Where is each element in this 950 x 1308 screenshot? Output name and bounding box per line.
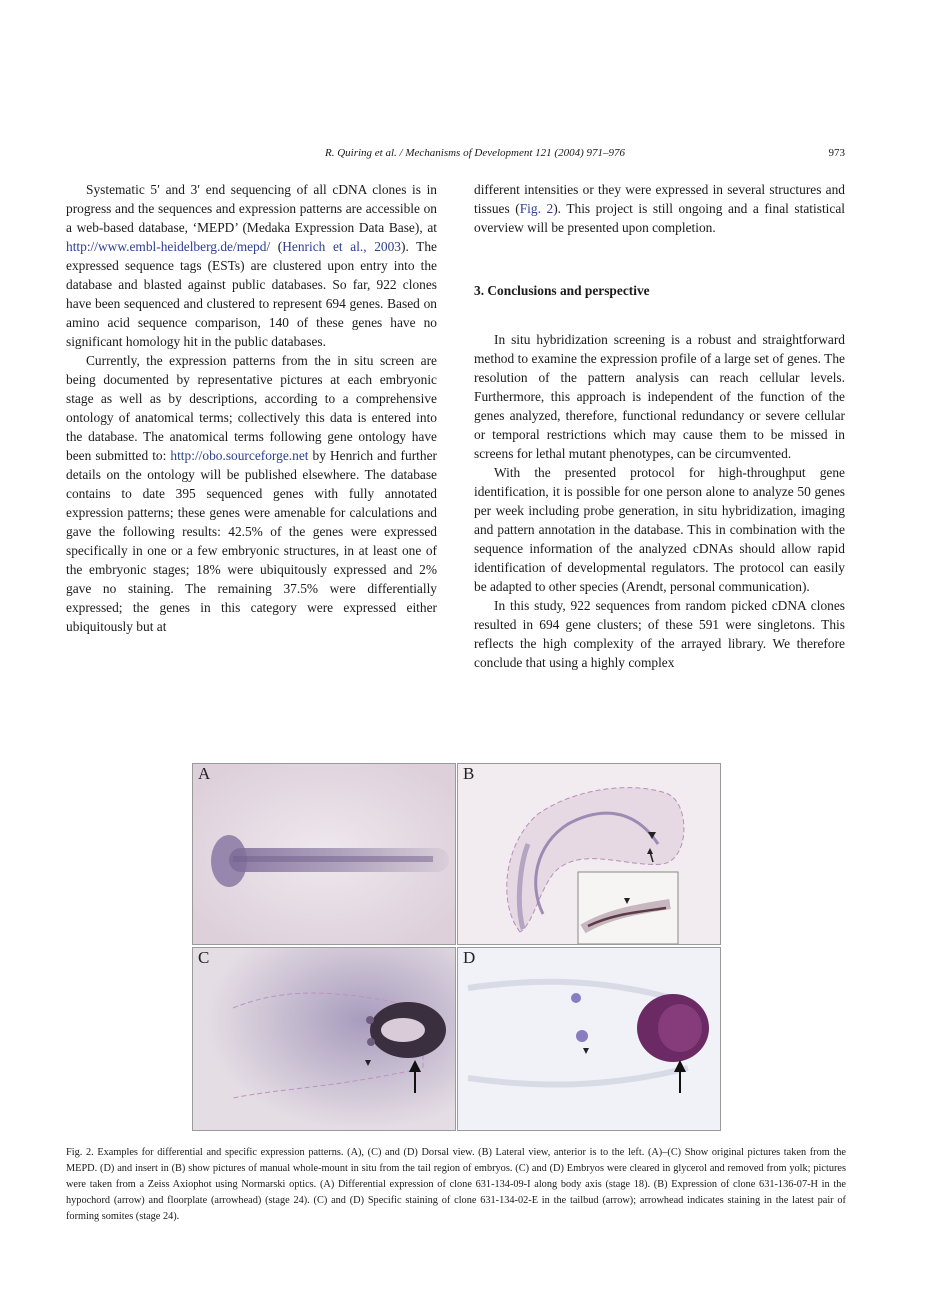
panel-a-image bbox=[193, 764, 455, 944]
paragraph bbox=[66, 351, 437, 636]
paragraph bbox=[474, 180, 845, 237]
text-run: ). The expressed sequence tags (ESTs) are clustered upon entry into the database and blasted against public databases. So far, 922 clones have been sequenced and clustered to represent 694 genes. Based on amino acid sequence comparison, 140 of these genes have no significant homology hit in the public databases. bbox=[66, 239, 438, 349]
panel-label: B bbox=[463, 764, 475, 783]
page-number: 973 bbox=[828, 147, 845, 159]
mepd-link[interactable]: http://www.embl-heidelberg.de/mepd/ bbox=[66, 239, 271, 254]
paragraph: In situ hybridization screening is a robust and straightforward method to examine the expression profile of a large set of genes. The resolution of the pattern analysis can reach cellular levels. Furthermore, this approach is independent of the function of the genes analyzed, therefore, functional redundancy or severe cellular or temporal restrictions which may cause them to be missed in screens for lethal mutant phenotypes, can be circumvented. bbox=[474, 332, 845, 461]
panel-label: A bbox=[198, 764, 211, 783]
paragraph: With the presented protocol for high-throughput gene identification, it is possible for one person alone to analyze 50 genes per week including probe generation, in situ hybridization, imaging and pattern annotation in the database. This in combination with the sequence information of the analyzed cDNAs should allow rapid identification of developmental regulators. The protocol can easily be adapted to other species (Arendt, personal communication). bbox=[474, 465, 845, 594]
text-run: ( bbox=[270, 239, 283, 254]
panel-c bbox=[192, 947, 456, 1131]
panel-c-image bbox=[193, 948, 455, 1130]
running-header bbox=[105, 147, 845, 163]
panel-a bbox=[192, 763, 456, 945]
figure-caption: Fig. 2. Examples for differential and specific expression patterns. (A), (C) and (D) Dorsal view. (B) Lateral view, anterior is to the left. (A)–(C) Show original pictures taken from the MEPD. (D) and insert in (B) show pictures of manual whole-mount in situ from the tail region of embryos. (C) and (D) Embryos were cleared in glycerol and removed from yolk; pictures were taken from a Zeiss Axiophot using Normarski optics. (A) Differential expression of clone 631-134-09-I along body axis (stage 18). (B) Expression of clone 631-136-07-H in the hypochord (arrow) and floorplate (arrowhead) (stage 24). (C) and (D) Specific staining of clone 631-134-02-E in the tailbud (arrow); arrowhead indicates staining in the latest pair of forming somites (stage 24). bbox=[66, 1147, 846, 1222]
panel-d-image bbox=[458, 948, 720, 1130]
left-column bbox=[66, 180, 437, 636]
text-run: Currently, the expression patterns from the in situ screen are being documented by representative pictures at each embryonic stage as well as by descriptions, according to a comprehensive ontology of anatomical terms; collectively this data is entered into the database. The anatomical terms following gene ontology have been submitted to: bbox=[66, 353, 437, 463]
panel-label: C bbox=[198, 948, 210, 967]
panel-b bbox=[457, 763, 721, 945]
panel-d bbox=[457, 947, 721, 1131]
paragraph: In this study, 922 sequences from random picked cDNA clones resulted in 694 gene clusters; of these 591 were singletons. This reflects the high complexity of the arrayed library. We therefore conclude that using a highly complex bbox=[474, 598, 845, 670]
text-run: by Henrich and further details on the ontology will be published elsewhere. The database contains to date 395 sequenced genes with fully annotated expression patterns; these genes were amenable for calculations and gave the following results: 42.5% of the genes were expressed specifically in one or a few embryonic structures, in at least one of the embryonic stages; 18% were ubiquitously expressed and 2% gave no staining. The remaining 37.5% were differentially expressed; the genes in this category were expressed either ubiquitously but at bbox=[66, 448, 437, 634]
figure-ref-link[interactable]: Fig. 2 bbox=[519, 201, 554, 216]
panel-label: D bbox=[463, 948, 476, 967]
running-title: R. Quiring et al. / Mechanisms of Development 121 (2004) 971–976 bbox=[324, 147, 625, 159]
citation-link[interactable]: Henrich et al., 2003 bbox=[282, 239, 402, 254]
text-run: Systematic 5′ and 3′ end sequencing of all cDNA clones is in progress and the sequences and expression patterns are accessible on a web-based database, ‘MEPD’ (Medaka Expression Data Base), at bbox=[66, 182, 437, 235]
figure-2 bbox=[192, 763, 720, 1130]
paragraph bbox=[66, 180, 437, 351]
panel-b-image bbox=[458, 764, 720, 944]
right-column bbox=[474, 180, 845, 672]
section-heading: 3. Conclusions and perspective bbox=[474, 283, 650, 298]
text-run: ). This project is still ongoing and a final statistical overview will be presented upon completion. bbox=[474, 201, 846, 235]
obo-link[interactable]: http://obo.sourceforge.net bbox=[170, 448, 309, 463]
text-run: different intensities or they were expressed in several structures and tissues ( bbox=[474, 182, 845, 216]
